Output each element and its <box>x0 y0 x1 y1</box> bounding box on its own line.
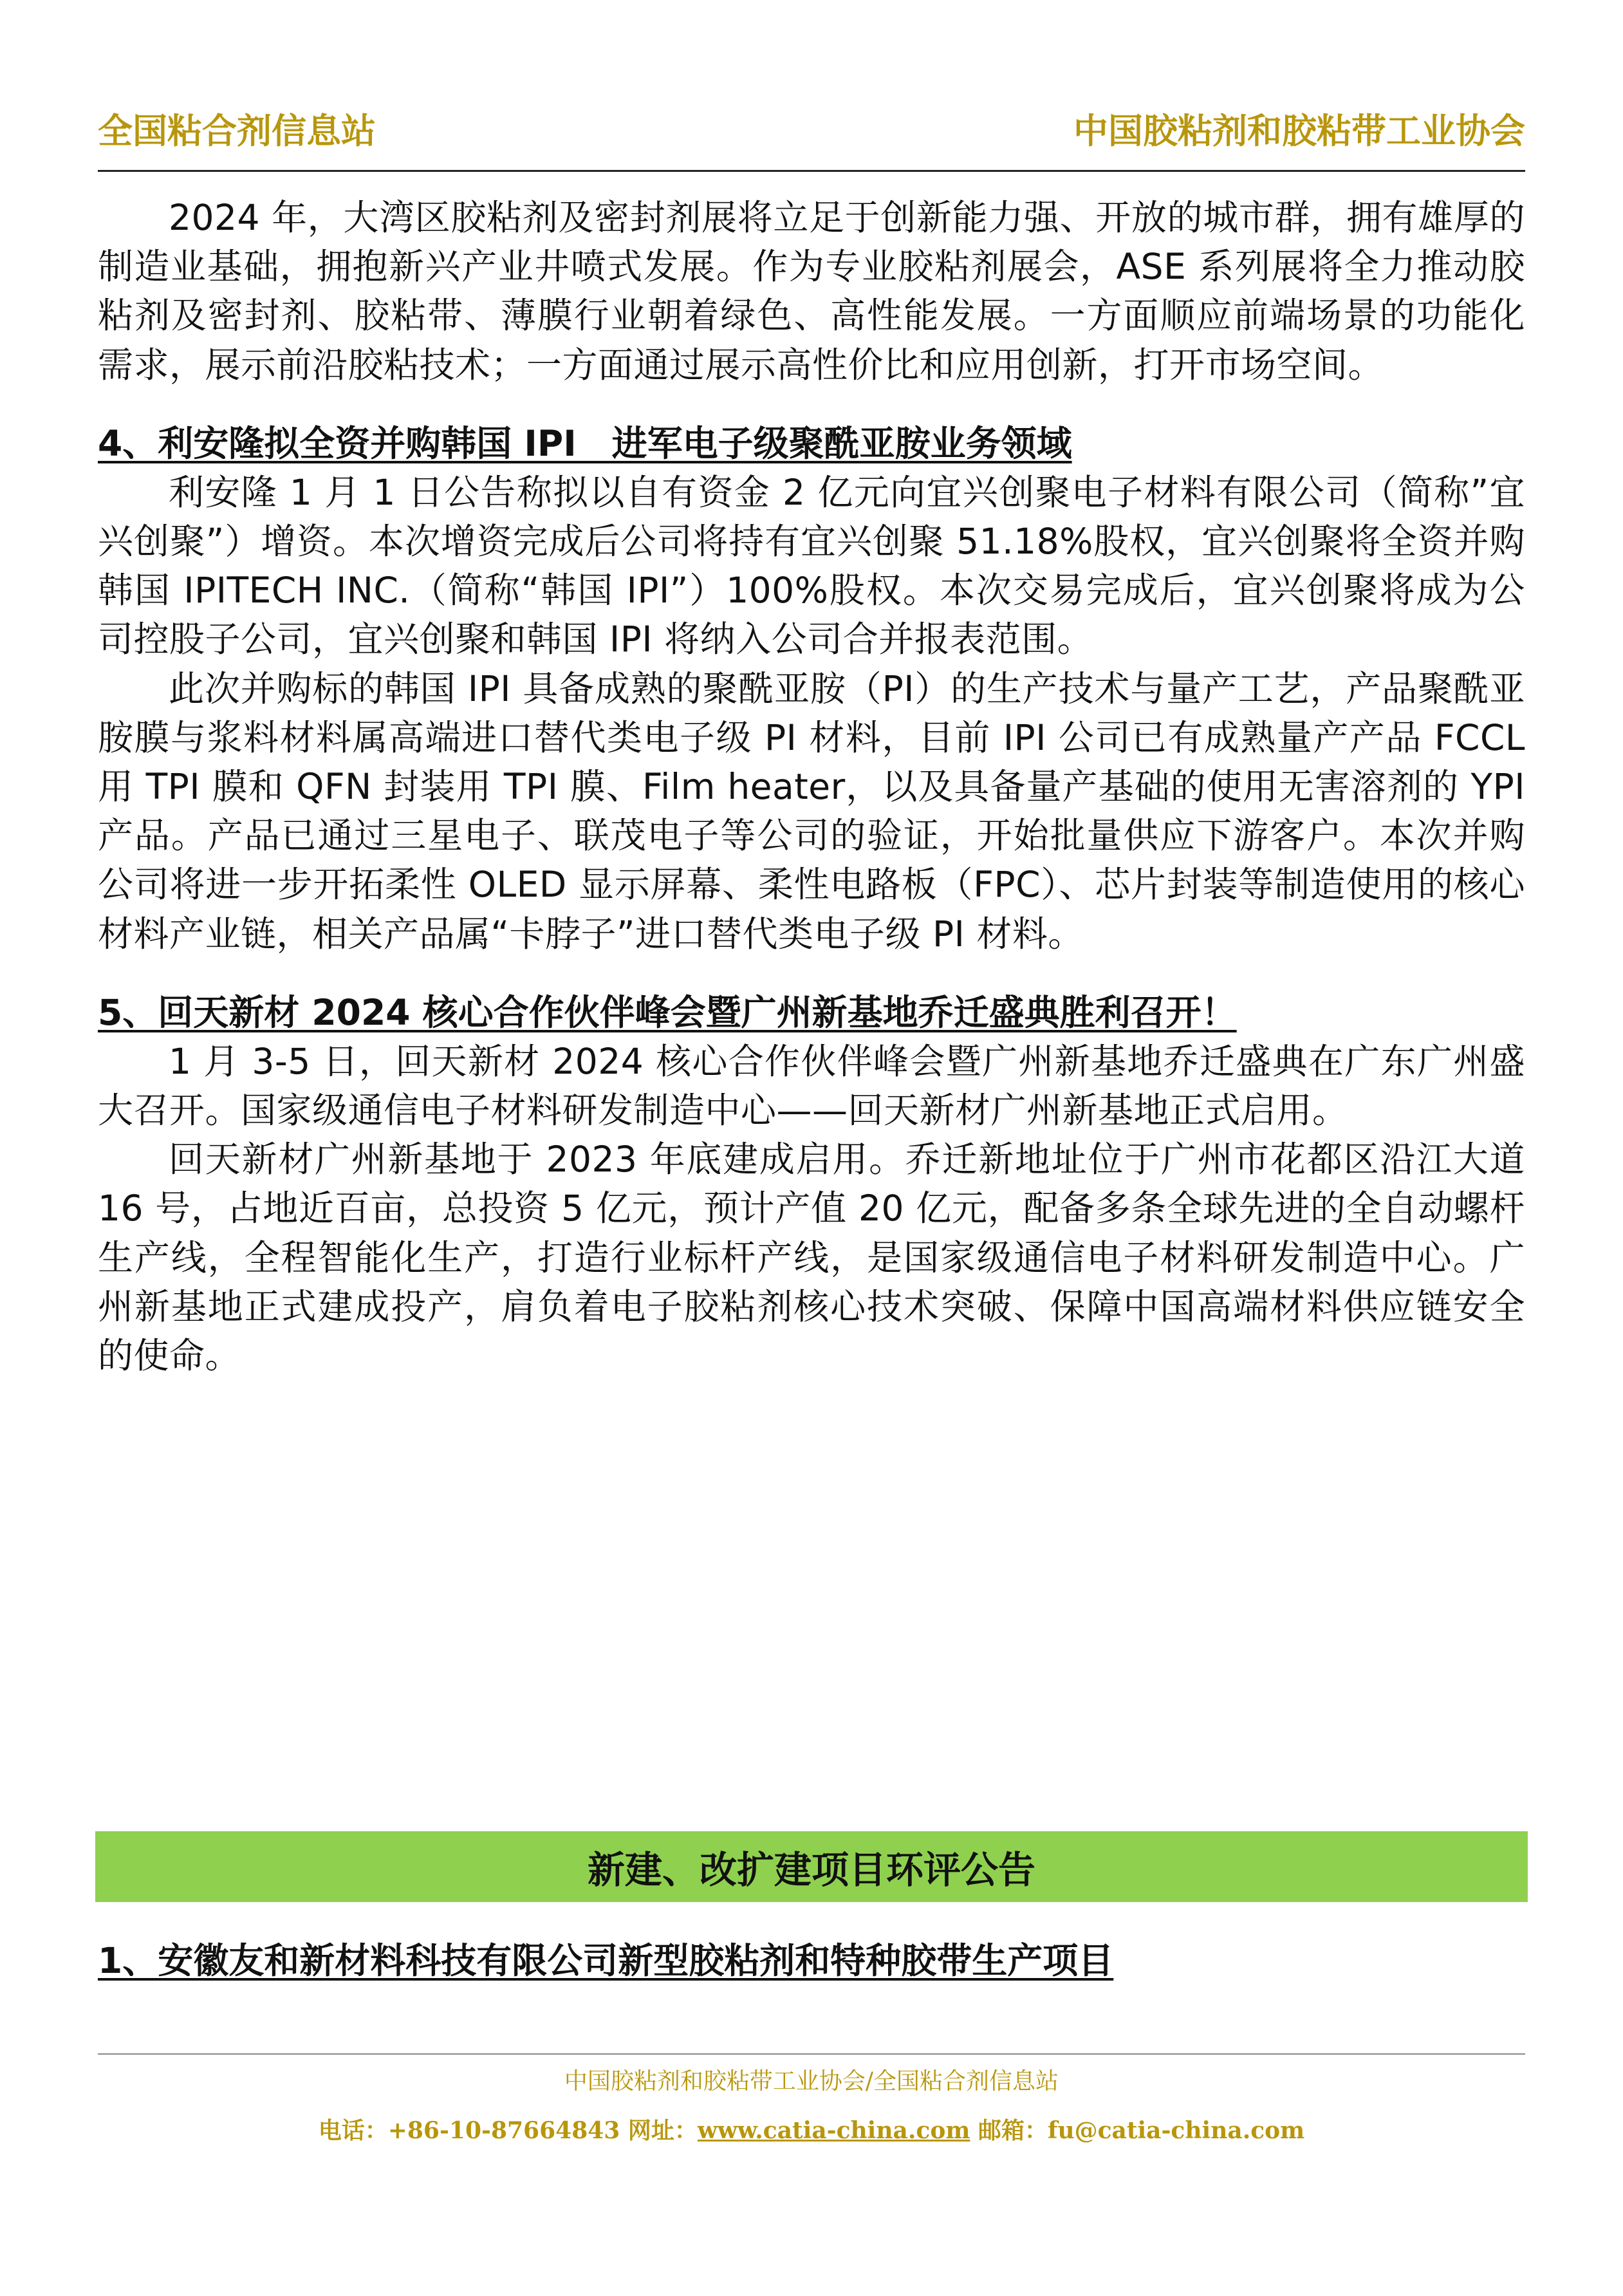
section-5-heading: 5、回天新材 2024 核心合作伙伴峰会暨广州新基地乔迁盛典胜利召开！ <box>98 991 1237 1033</box>
section-5-paragraph-1: 1 月 3-5 日，回天新材 2024 核心合作伙伴峰会暨广州新基地乔迁盛典在广东广州盛大召开。国家级通信电子材料研发制造中心——回天新材广州新基地正式启用。 <box>98 1040 1525 1132</box>
section-4-heading: 4、利安隆拟全资并购韩国 IPI 进军电子级聚酰亚胺业务领域 <box>98 422 1072 464</box>
header-divider <box>98 170 1525 172</box>
footer-contact <box>0 2113 1623 2145</box>
footer-divider <box>98 2053 1525 2055</box>
footer-email: 邮箱：fu@catia-china.com <box>970 2117 1305 2144</box>
project-heading: 1、安徽友和新材料科技有限公司新型胶粘剂和特种胶带生产项目 <box>98 1940 1114 1981</box>
footer-website-link[interactable]: www.catia-china.com <box>697 2117 970 2144</box>
section-banner-title: 新建、改扩建项目环评公告 <box>587 1848 1035 1892</box>
footer-phone: 电话：+86-10-87664843 网址： <box>318 2117 698 2144</box>
footer-organization: 中国胶粘剂和胶粘带工业协会/全国粘合剂信息站 <box>564 2068 1059 2095</box>
intro-paragraph: 2024 年，大湾区胶粘剂及密封剂展将立足于创新能力强、开放的城市群，拥有雄厚的制造业基础，拥抱新兴产业井喷式发展。作为专业胶粘剂展会，ASE 系列展将全力推动胶粘剂及密封剂、胶粘带、薄膜行业朝着绿色、高性能发展。一方面顺应前端场景的功能化需求，展示前沿胶粘技术；一方面通过展示高性价比和应用创新，打开市场空间。 <box>98 197 1525 386</box>
section-4-paragraph-2: 此次并购标的韩国 IPI 具备成熟的聚酰亚胺（PI）的生产技术与量产工艺，产品聚酰亚胺膜与浆料材料属高端进口替代类电子级 PI 材料，目前 IPI 公司已有成熟量产产品 FCCL 用 TPI 膜和 QFN 封装用 TPI 膜、Film heater，以及具备量产基础的使用无害溶剂的 YPI 产品。产品已通过三星电子、联茂电子等公司的验证，开始批量供应下游客户。本次并购公司将进一步开拓柔性 OLED 显示屏幕、柔性电路板（FPC）、芯片封装等制造使用的核心材料产业链，相关产品属“卡脖子”进口替代类电子级 PI 材料。 <box>98 667 1525 955</box>
header-site-name: 全国粘合剂信息站 <box>98 111 376 151</box>
article-body <box>98 193 1525 1380</box>
section-5-paragraph-2: 回天新材广州新基地于 2023 年底建成启用。乔迁新地址位于广州市花都区沿江大道 16 号，占地近百亩，总投资 5 亿元，预计产值 20 亿元，配备多条全球先进的全自动螺杆生产线，全程智能化生产，打造行业标杆产线，是国家级通信电子材料研发制造中心。广州新基地正式建成投产，肩负着电子胶粘剂核心技术突破、保障中国高端材料供应链安全的使命。 <box>98 1139 1525 1377</box>
header-association-name: 中国胶粘剂和胶粘带工业协会 <box>1073 111 1525 151</box>
section-banner <box>95 1831 1528 1902</box>
section-4-paragraph-1: 利安隆 1 月 1 日公告称拟以自有资金 2 亿元向宜兴创聚电子材料有限公司（简称”宜兴创聚”）增资。本次增资完成后公司将持有宜兴创聚 51.18%股权，宜兴创聚将全资并购韩国 IPITECH INC.（简称“韩国 IPI”）100%股权。本次交易完成后，宜兴创聚将成为公司控股子公司，宜兴创聚和韩国 IPI 将纳入公司合并报表范围。 <box>98 471 1525 660</box>
